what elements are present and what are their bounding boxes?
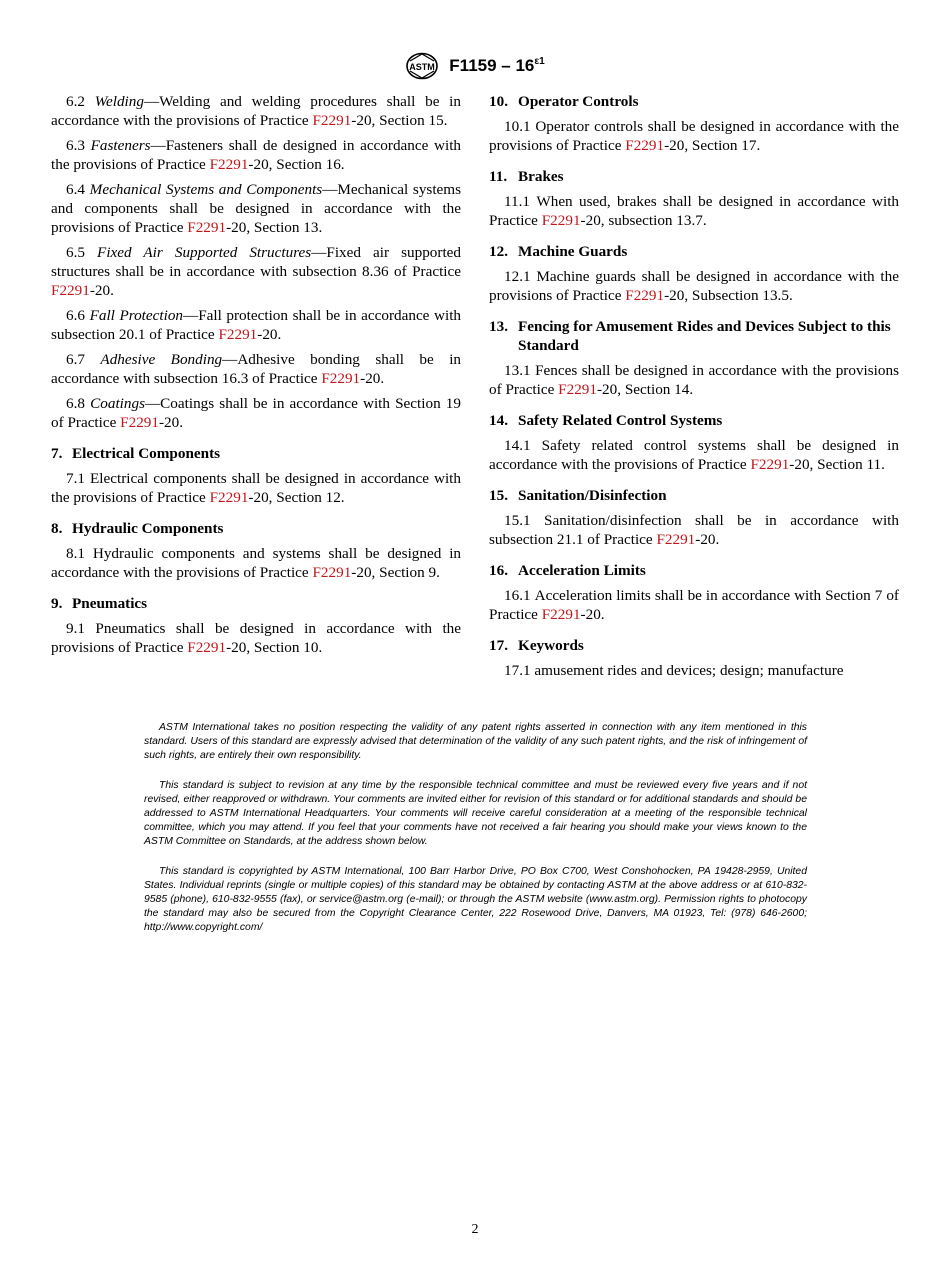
section-11-heading: 11. Brakes	[489, 168, 564, 185]
f2291-link[interactable]: F2291	[312, 564, 352, 581]
f2291-link[interactable]: F2291	[187, 219, 227, 236]
patent-notice: ASTM International takes no position respecting the validity of any patent rights asserted in connection with any item mentioned in this standard. Users of this standard are expressly advised that determination of the validity of any such patent rights, and the risk of infringement of such rights, are entirely their own responsibility.	[144, 722, 807, 761]
f2291-link[interactable]: F2291	[656, 531, 696, 548]
f2291-link[interactable]: F2291	[209, 156, 249, 173]
paragraph-11-1: 11.1 When used, brakes shall be designed in accordance with Practice F2291-20, subsection 13.7.	[489, 193, 900, 229]
paragraph-6-7: 6.7 Adhesive Bonding—Adhesive bonding shall be in accordance with subsection 16.3 of Practice F2291-20.	[51, 351, 462, 387]
paragraph-6-6: 6.6 Fall Protection—Fall protection shall be in accordance with subsection 20.1 of Practice F2291-20.	[51, 307, 462, 343]
paragraph-7-1: 7.1 Electrical components shall be designed in accordance with the provisions of Practice F2291-20, Section 12.	[51, 470, 461, 506]
f2291-link[interactable]: F2291	[625, 137, 665, 154]
paragraph-6-3: 6.3 Fasteners—Fasteners shall de designed in accordance with the provisions of Practice F2291-20, Section 16.	[51, 137, 462, 173]
f2291-link[interactable]: F2291	[625, 287, 665, 304]
paragraph-14-1: 14.1 Safety related control systems shall be designed in accordance with the provisions of Practice F2291-20, Section 11.	[489, 437, 899, 473]
section-15-heading: 15. Sanitation/Disinfection	[489, 487, 667, 504]
legal-footnotes	[144, 721, 807, 951]
f2291-link[interactable]: F2291	[321, 370, 361, 387]
page-number: 2	[471, 1222, 479, 1237]
revision-notice: This standard is subject to revision at any time by the responsible technical committee and must be reviewed every five years and if not revised, either reapproved or withdrawn. Your comments are invited either for revision of this standard or for additional standards and should be addressed to ASTM International Headquarters. Your comments will receive careful consideration at a meeting of the responsible technical committee, which you may attend. If you feel that your comments have not received a fair hearing you should make your views known to the ASTM Committee on Standards, at the address shown below.	[144, 780, 807, 847]
section-14-heading: 14. Safety Related Control Systems	[489, 412, 723, 429]
section-7-heading: 7. Electrical Components	[51, 445, 221, 462]
astm-logo-icon	[405, 52, 439, 80]
f2291-link[interactable]: F2291	[209, 489, 249, 506]
paragraph-6-4: 6.4 Mechanical Systems and Components—Mechanical systems and components shall be designed in accordance with the provisions of Practice F2291-20, Section 13.	[51, 181, 462, 236]
f2291-link[interactable]: F2291	[187, 639, 227, 656]
right-column	[489, 92, 899, 686]
f2291-link[interactable]: F2291	[541, 212, 581, 229]
f2291-link[interactable]: F2291	[51, 282, 90, 299]
paragraph-9-1: 9.1 Pneumatics shall be designed in accordance with the provisions of Practice F2291-20, Section 10.	[51, 620, 461, 656]
section-16-heading: 16. Acceleration Limits	[489, 562, 646, 579]
page-header	[0, 52, 950, 82]
paragraph-6-5: 6.5 Fixed Air Supported Structures—Fixed air supported structures shall be in accordance with subsection 8.36 of Practice F2291-20.	[51, 244, 461, 299]
document-id-superscript: ε1	[534, 56, 545, 67]
paragraph-13-1: 13.1 Fences shall be designed in accordance with the provisions of Practice F2291-20, Section 14.	[489, 362, 900, 398]
section-17-heading: 17. Keywords	[489, 637, 584, 654]
f2291-link[interactable]: F2291	[750, 456, 790, 473]
document-id: $F1159 - 16^{\varepsilon 1}$	[449, 56, 545, 75]
section-8-heading: 8. Hydraulic Components	[51, 520, 224, 537]
f2291-link[interactable]: F2291	[541, 606, 581, 623]
copyright-notice: This standard is copyrighted by ASTM International, 100 Barr Harbor Drive, PO Box C700, West Conshohocken, PA 19428-2959, United States. Individual reprints (single or multiple copies) of this standard may be obtained by contacting ASTM at the above address or at 610-832-9585 (phone), 610-832-9555 (fax), or service@astm.org (e-mail); or through the ASTM website (www.astm.org). Permission rights to photocopy the standard may also be secured from the Copyright Clearance Center, 222 Rosewood Drive, Danvers, MA 01923, Tel: (978) 646-2600; http://www.copyright.com/	[144, 866, 807, 933]
astm-logo-text: ASTM	[409, 62, 436, 72]
paragraph-6-2: 6.2 Welding—Welding and welding procedures shall be in accordance with the provisions of Practice F2291-20, Section 15.	[51, 93, 461, 129]
f2291-link[interactable]: F2291	[120, 414, 159, 431]
paragraph-16-1: 16.1 Acceleration limits shall be in accordance with Section 7 of Practice F2291-20.	[489, 587, 899, 623]
paragraph-6-8: 6.8 Coatings—Coatings shall be in accordance with Section 19 of Practice F2291-20.	[51, 395, 461, 431]
paragraph-12-1: 12.1 Machine guards shall be designed in accordance with the provisions of Practice F2291-20, Subsection 13.5.	[489, 268, 899, 304]
section-10-heading: 10. Operator Controls	[489, 93, 639, 110]
f2291-link[interactable]: F2291	[558, 381, 597, 398]
section-13-heading: 13. Fencing for Amusement Rides and Devices Subject to this Standard	[489, 318, 891, 354]
paragraph-8-1: 8.1 Hydraulic components and systems shall be designed in accordance with the provisions of Practice F2291-20, Section 9.	[51, 545, 462, 581]
left-column	[51, 92, 461, 663]
paragraph-10-1: 10.1 Operator controls shall be designed in accordance with the provisions of Practice F2291-20, Section 17.	[489, 118, 900, 154]
section-9-heading: 9. Pneumatics	[51, 595, 148, 612]
f2291-link[interactable]: F2291	[218, 326, 258, 343]
f2291-link[interactable]: F2291	[312, 112, 352, 129]
paragraph-17-1: 17.1 amusement rides and devices; design; manufacture	[504, 662, 844, 679]
section-12-heading: 12. Machine Guards	[489, 243, 628, 260]
paragraph-15-1: 15.1 Sanitation/disinfection shall be in accordance with subsection 21.1 of Practice F2291-20.	[489, 512, 899, 548]
